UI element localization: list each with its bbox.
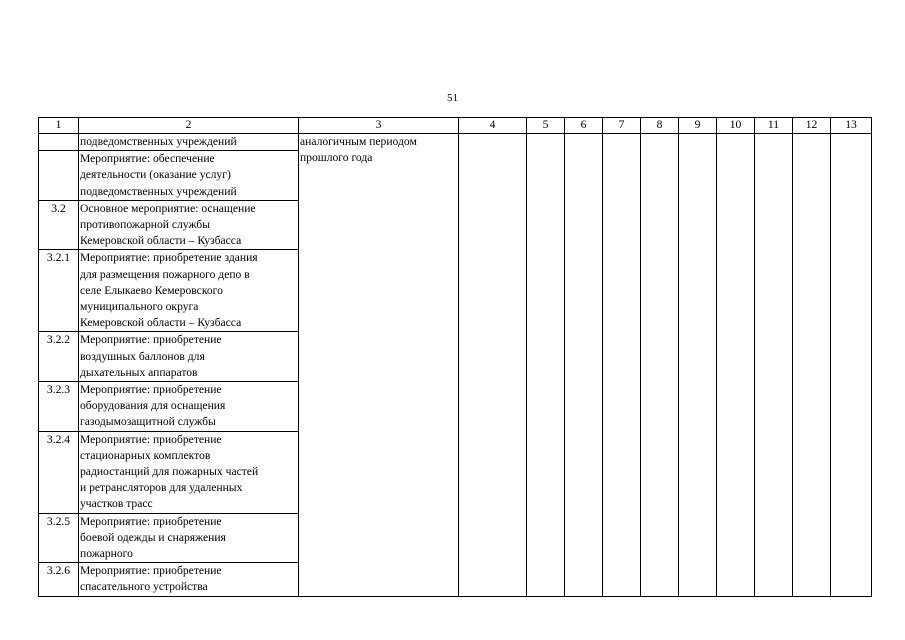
empty-cell-col-13: [831, 134, 872, 597]
row-title-line: пожарного: [80, 547, 133, 561]
row-number: 3.2.1: [39, 250, 79, 332]
row-title: [79, 200, 299, 250]
column-header-7: 7: [603, 118, 641, 134]
page-number: 51: [447, 92, 458, 104]
row-title-line: противопожарной службы: [80, 218, 210, 232]
row-title-line: Мероприятие: приобретение: [80, 514, 222, 528]
table-row: [39, 134, 872, 151]
column-header-10: 10: [717, 118, 755, 134]
row-title-line: Мероприятие: приобретение: [80, 564, 222, 578]
column-header-12: 12: [793, 118, 831, 134]
header-row: [39, 118, 872, 134]
empty-cell-col-10: [717, 134, 755, 597]
row-title: [79, 513, 299, 563]
row-title-line: подведомственных учреждений: [80, 184, 237, 198]
row-title: [79, 563, 299, 596]
row-number: 3.2.2: [39, 332, 79, 382]
row-title-line: Мероприятие: приобретение: [80, 432, 222, 446]
indicator-cell: [299, 134, 459, 597]
column-header-2: 2: [79, 118, 299, 134]
empty-cell-col-8: [641, 134, 679, 597]
column-header-13: 13: [831, 118, 872, 134]
row-title-line: Мероприятие: обеспечение: [80, 152, 215, 166]
row-number: 3.2.5: [39, 513, 79, 563]
row-title-line: Основное мероприятие: оснащение: [80, 201, 256, 215]
column-header-8: 8: [641, 118, 679, 134]
table-body: [39, 134, 872, 597]
row-title-line: Мероприятие: приобретение здания: [80, 251, 258, 265]
row-title-line: деятельности (оказание услуг): [80, 168, 231, 182]
row-title: [79, 332, 299, 382]
row-title-line: воздушных баллонов для: [80, 349, 205, 363]
empty-cell-col-11: [755, 134, 793, 597]
row-title: [79, 431, 299, 513]
row-title-line: стационарных комплектов: [80, 448, 211, 462]
column-header-6: 6: [565, 118, 603, 134]
column-header-3: 3: [299, 118, 459, 134]
row-title: [79, 382, 299, 432]
row-title: [79, 250, 299, 332]
row-title-line: Мероприятие: приобретение: [80, 383, 222, 397]
empty-cell-col-12: [793, 134, 831, 597]
column-header-1: 1: [39, 118, 79, 134]
column-header-5: 5: [527, 118, 565, 134]
row-title: [79, 151, 299, 201]
row-number: 3.2.6: [39, 563, 79, 596]
row-title-line: для размещения пожарного депо в: [80, 267, 250, 281]
row-title-line: подведомственных учреждений: [80, 135, 237, 148]
empty-cell-col-7: [603, 134, 641, 597]
row-number: [39, 151, 79, 201]
column-header-11: 11: [755, 118, 793, 134]
row-title-line: муниципального округа: [80, 300, 199, 314]
row-title-line: Мероприятие: приобретение: [80, 333, 222, 347]
column-header-4: 4: [459, 118, 527, 134]
row-number: 3.2: [39, 200, 79, 250]
row-title-line: Кемеровской области – Кузбасса: [80, 316, 242, 330]
row-title-line: оборудования для оснащения: [80, 399, 226, 413]
row-number: 3.2.3: [39, 382, 79, 432]
empty-cell-col-4: [459, 134, 527, 597]
row-title-line: Кемеровской области – Кузбасса: [80, 234, 242, 248]
indicator-text-line: аналогичным периодом: [300, 135, 417, 148]
empty-cell-col-5: [527, 134, 565, 597]
column-header-9: 9: [679, 118, 717, 134]
row-number: [39, 134, 79, 151]
empty-cell-col-6: [565, 134, 603, 597]
row-title-line: и ретрансляторов для удаленных: [80, 481, 243, 495]
row-title-line: спасательного устройства: [80, 580, 208, 594]
row-number: 3.2.4: [39, 431, 79, 513]
row-title-line: боевой одежды и снаряжения: [80, 530, 226, 544]
row-title: [79, 134, 299, 151]
empty-cell-col-9: [679, 134, 717, 597]
row-title-line: газодымозащитной службы: [80, 415, 216, 429]
measures-table: [38, 117, 872, 597]
row-title-line: участков трасс: [80, 497, 153, 511]
row-title-line: селе Елыкаево Кемеровского: [80, 283, 223, 297]
row-title-line: дыхательных аппаратов: [80, 365, 198, 379]
row-title-line: радиостанций для пожарных частей: [80, 465, 259, 479]
indicator-text-line: прошлого года: [300, 151, 373, 165]
